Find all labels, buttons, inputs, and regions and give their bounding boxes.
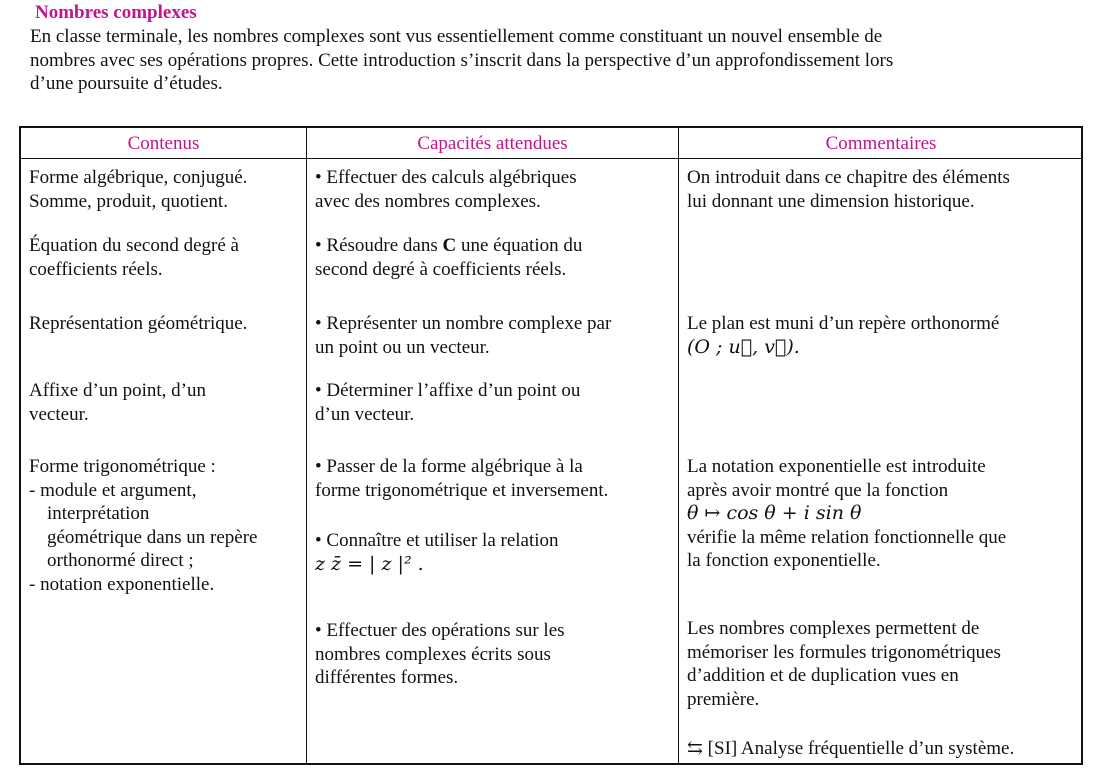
capacite-representer: • Représenter un nombre complexe par un point ou un vecteur.: [315, 313, 612, 358]
header-capacites: Capacités attendues: [417, 133, 568, 154]
section-title: Nombres complexes: [35, 2, 197, 23]
capacite-calculs-algebriques: • Effectuer des calculs algébriques avec des nombres complexes.: [315, 167, 577, 212]
capacite-passer-forme: • Passer de la forme algébrique à la forme trigonométrique et inversement.: [315, 456, 609, 501]
intro-paragraph: [30, 25, 1090, 96]
contenu-equation-second-degre: Équation du second degré à coefficients réels.: [29, 235, 239, 280]
contenu-affixe: Affixe d’un point, d’un vecteur.: [29, 380, 206, 425]
capacite-operations: • Effectuer des opérations sur les nombres complexes écrits sous différentes formes.: [315, 620, 565, 688]
intro-line: En classe terminale, les nombres complexes sont vus essentiellement comme constituant un nouvel ensemble de: [30, 26, 883, 47]
contenu-forme-algebrique: Forme algébrique, conjugué. Somme, produit, quotient.: [29, 167, 248, 212]
header-divider: [21, 158, 1081, 159]
header-contenus: Contenus: [127, 133, 200, 154]
column-divider: [306, 128, 307, 763]
intro-line: nombres avec ses opérations propres. Cette introduction s’inscrit dans la perspective d’un approfondissement lors: [30, 49, 894, 71]
commentaire-historique: On introduit dans ce chapitre des éléments lui donnant une dimension historique.: [687, 167, 1010, 212]
formula-z-zbar: z z̄ = | z |² .: [315, 552, 424, 575]
contenu-representation-geometrique: Représentation géométrique.: [29, 313, 248, 334]
intro-line: d’une poursuite d’études.: [30, 73, 223, 94]
capacite-affixe: • Déterminer l’affixe d’un point ou d’un vecteur.: [315, 380, 581, 425]
commentaire-notation-exponentielle: La notation exponentielle est introduite après avoir montré que la fonction θ ↦ cos θ + i sin θ vérifie la même relation fonctionnelle que la fonction exponentielle.: [687, 456, 1007, 571]
formula-repere: (O ; u⃗, v⃗).: [687, 335, 800, 358]
curriculum-table: [19, 126, 1083, 765]
commentaire-formules-trigo: Les nombres complexes permettent de mémoriser les formules trigonométriques d’addition et de duplication vues en première.: [687, 618, 1001, 710]
contenu-forme-trigonometrique: Forme trigonométrique : - module et argument, interprétation géométrique dans un repère orthonormé direct ; - notation exponentielle.: [29, 456, 258, 595]
commentaire-si-link: ⇆ [SI] Analyse fréquentielle d’un système.: [687, 738, 1015, 759]
header-commentaires: Commentaires: [825, 133, 937, 154]
capacite-resoudre-equation: • Résoudre dans C une équation du second degré à coefficients réels.: [315, 235, 583, 280]
commentaire-repere: Le plan est muni d’un repère orthonormé (O ; u⃗, v⃗).: [687, 313, 1000, 358]
formula-cos-sin: θ ↦ cos θ + i sin θ: [687, 502, 862, 524]
capacite-relation-module: • Connaître et utiliser la relation z z̄ = | z |² .: [315, 530, 559, 575]
column-divider: [678, 128, 679, 763]
